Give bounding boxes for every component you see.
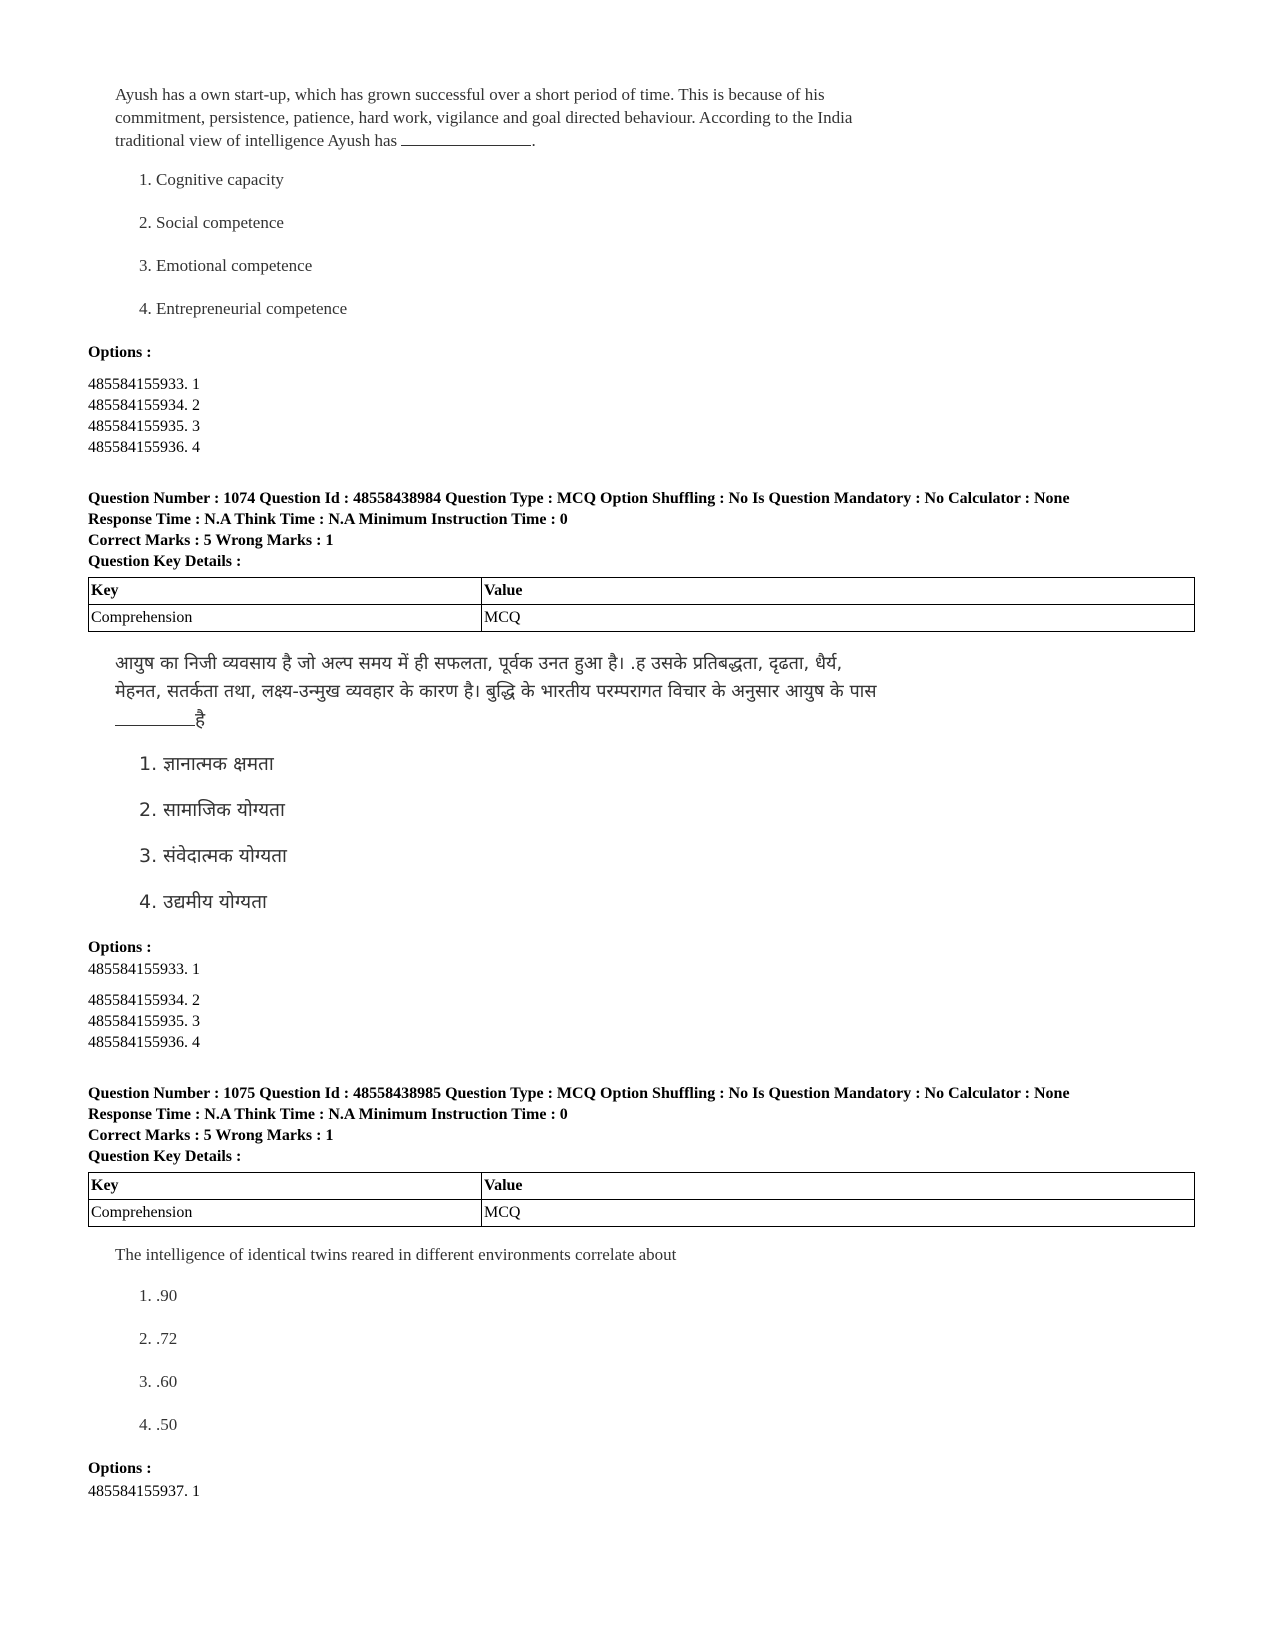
stem-line: commitment, persistence, patience, hard work, vigilance and goal directed behaviour. According to the India [115, 108, 853, 127]
option-id: 485584155935. 3 [88, 1013, 200, 1030]
choice-4: 4. Entrepreneurial competence [139, 299, 348, 318]
option-id: 485584155933. 1 [88, 961, 200, 978]
question-meta: Question Number : 1074 Question Id : 48558438984 Question Type : MCQ Option Shuffling : No Is Question Mandatory : No Calculator : None [88, 490, 1070, 507]
option-id: 485584155936. 4 [88, 1034, 200, 1051]
table-cell-value: MCQ [482, 1200, 1195, 1227]
choice-2: 2. सामाजिक योग्यता [139, 799, 285, 821]
options-label: Options : [88, 939, 152, 956]
option-id: 485584155934. 2 [88, 397, 200, 414]
option-id: 485584155933. 1 [88, 376, 200, 393]
table-header-key: Key [89, 1173, 482, 1200]
table-cell-value: MCQ [482, 605, 1195, 632]
stem-line: traditional view of intelligence Ayush has . [115, 131, 536, 150]
question-key-table [88, 577, 1195, 632]
choice-4: 4. उद्यमीय योग्यता [139, 891, 267, 913]
question-meta: Response Time : N.A Think Time : N.A Minimum Instruction Time : 0 [88, 1106, 568, 1123]
choice-1: 1. ज्ञानात्मक क्षमता [139, 753, 274, 775]
option-id: 485584155937. 1 [88, 1483, 200, 1500]
option-id: 485584155935. 3 [88, 418, 200, 435]
stem-line: आयुष का निजी व्यवसाय है जो अल्प समय में ही सफलता, पूर्वक उनत हुआ है। .ह उसके प्रतिबद्धता, दृढता, धैर्य, [115, 653, 843, 674]
table-header-value: Value [482, 578, 1195, 605]
table-header-key: Key [89, 578, 482, 605]
question-key-table [88, 1172, 1195, 1227]
question-stem: The intelligence of identical twins reared in different environments correlate about [115, 1245, 677, 1264]
choice-2: 2. Social competence [139, 213, 284, 232]
question-meta: Response Time : N.A Think Time : N.A Minimum Instruction Time : 0 [88, 511, 568, 528]
choice-1: 1. .90 [139, 1286, 178, 1305]
question-meta: Correct Marks : 5 Wrong Marks : 1 [88, 1127, 334, 1144]
choice-3: 3. Emotional competence [139, 256, 313, 275]
question-meta: Question Number : 1075 Question Id : 48558438985 Question Type : MCQ Option Shuffling : No Is Question Mandatory : No Calculator : None [88, 1085, 1070, 1102]
choice-4: 4. .50 [139, 1415, 178, 1434]
option-id: 485584155936. 4 [88, 439, 200, 456]
question-stem [115, 650, 995, 734]
choice-3: 3. .60 [139, 1372, 178, 1391]
option-id: 485584155934. 2 [88, 992, 200, 1009]
options-label: Options : [88, 344, 152, 361]
stem-line: Ayush has a own start-up, which has grown successful over a short period of time. This is because of his [115, 85, 825, 104]
question-meta: Correct Marks : 5 Wrong Marks : 1 [88, 532, 334, 549]
table-cell-key: Comprehension [89, 605, 482, 632]
choice-3: 3. संवेदात्मक योग्यता [139, 845, 287, 867]
table-cell-key: Comprehension [89, 1200, 482, 1227]
stem-line: मेहनत, सतर्कता तथा, लक्ष्य-उन्मुख व्यवहार के कारण है। बुद्धि के भारतीय परम्परागत विचार के अनुसार आयुष के पास [115, 681, 877, 702]
choice-2: 2. .72 [139, 1329, 178, 1348]
table-header-value: Value [482, 1173, 1195, 1200]
question-key-details-label: Question Key Details : [88, 1148, 242, 1165]
options-label: Options : [88, 1460, 152, 1477]
answer-blank [115, 711, 195, 726]
choice-1: 1. Cognitive capacity [139, 170, 284, 189]
question-stem [115, 83, 995, 152]
question-key-details-label: Question Key Details : [88, 553, 242, 570]
stem-line: है [115, 706, 995, 734]
answer-blank [401, 131, 531, 146]
